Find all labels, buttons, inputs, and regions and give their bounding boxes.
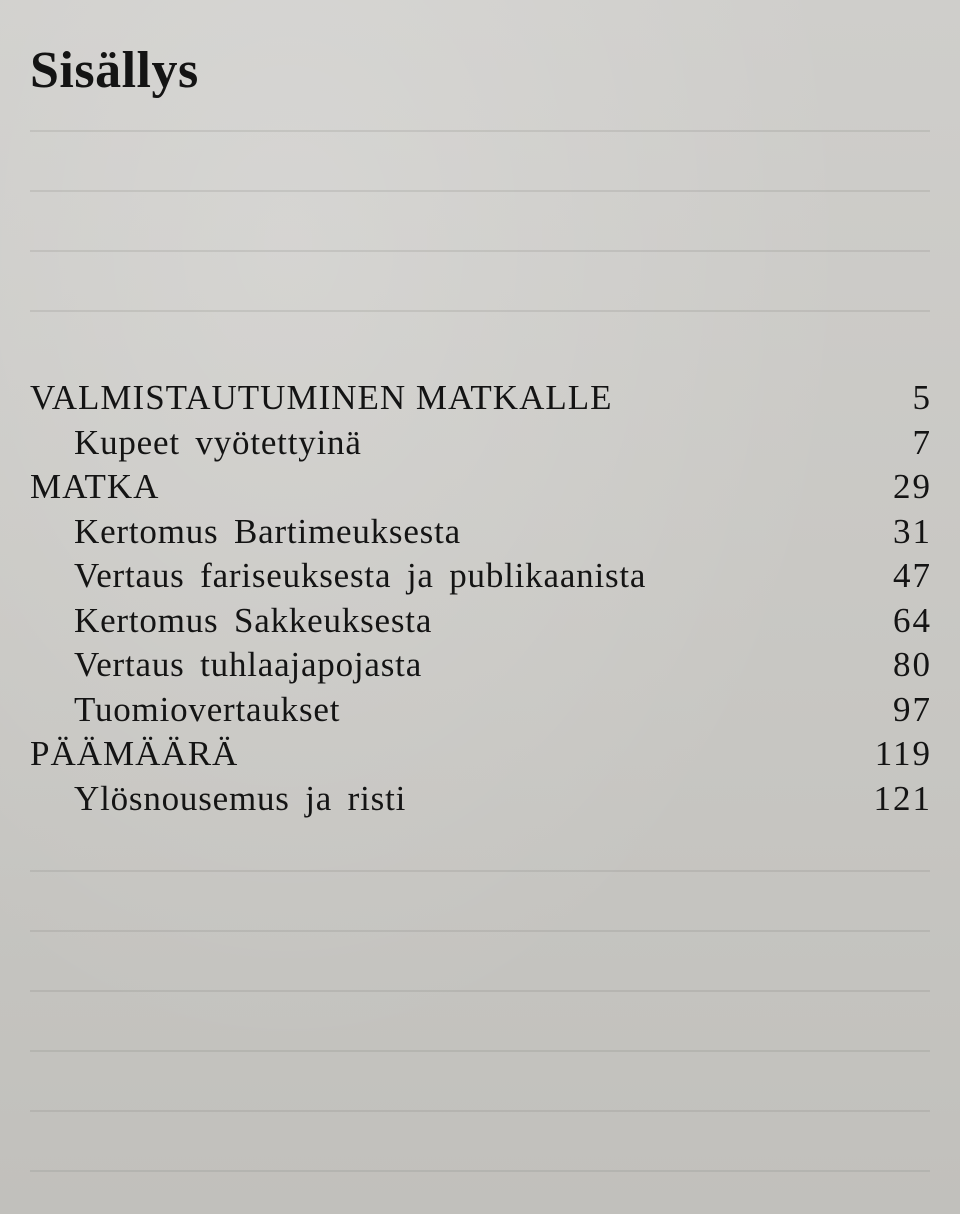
bleed-through-line <box>30 1170 930 1172</box>
toc-page-number: 5 <box>912 378 932 417</box>
toc-part-entry <box>0 732 960 777</box>
toc-entry-title: Kertomus Bartimeuksesta <box>74 511 461 551</box>
toc-entry-title: Ylösnousemus ja risti <box>74 778 407 818</box>
bleed-through-line <box>30 870 930 872</box>
toc-chapter-entry <box>0 510 960 555</box>
toc-part-entry <box>0 376 960 421</box>
toc-entry-title: MATKA <box>30 467 160 506</box>
toc-page-number: 121 <box>873 778 932 818</box>
page-title: Sisällys <box>30 42 199 99</box>
bleed-through-line <box>30 130 930 132</box>
bleed-through-line <box>30 1050 930 1052</box>
toc-page-number: 119 <box>874 734 932 773</box>
toc-page-number: 31 <box>893 511 932 551</box>
toc-chapter-entry <box>0 554 960 599</box>
toc-page-number: 47 <box>893 556 932 595</box>
bleed-through-line <box>30 190 930 192</box>
table-of-contents <box>0 376 960 821</box>
toc-page-number: 29 <box>893 467 932 506</box>
toc-entry-title: Tuomiovertaukset <box>74 689 341 729</box>
toc-chapter-entry <box>0 777 960 822</box>
toc-page-number: 64 <box>893 600 932 640</box>
toc-page-number: 7 <box>912 422 932 462</box>
toc-entry-title: PÄÄMÄÄRÄ <box>30 734 239 773</box>
toc-chapter-entry <box>0 643 960 688</box>
toc-entry-title: Kupeet vyötettyinä <box>74 422 362 462</box>
bleed-through-line <box>30 990 930 992</box>
bleed-through-line <box>30 930 930 932</box>
toc-chapter-entry <box>0 688 960 733</box>
bleed-through-line <box>30 1110 930 1112</box>
toc-chapter-entry <box>0 421 960 466</box>
toc-entry-title: Vertaus tuhlaajapojasta <box>74 645 423 684</box>
toc-page-number: 97 <box>893 689 932 729</box>
toc-chapter-entry <box>0 599 960 644</box>
bleed-through-line <box>30 310 930 312</box>
toc-entry-title: VALMISTAUTUMINEN MATKALLE <box>30 378 613 417</box>
toc-entry-title: Kertomus Sakkeuksesta <box>74 600 433 640</box>
bleed-through-line <box>30 250 930 252</box>
toc-part-entry <box>0 465 960 510</box>
toc-page-number: 80 <box>893 645 932 684</box>
toc-entry-title: Vertaus fariseuksesta ja publikaanista <box>74 556 647 595</box>
